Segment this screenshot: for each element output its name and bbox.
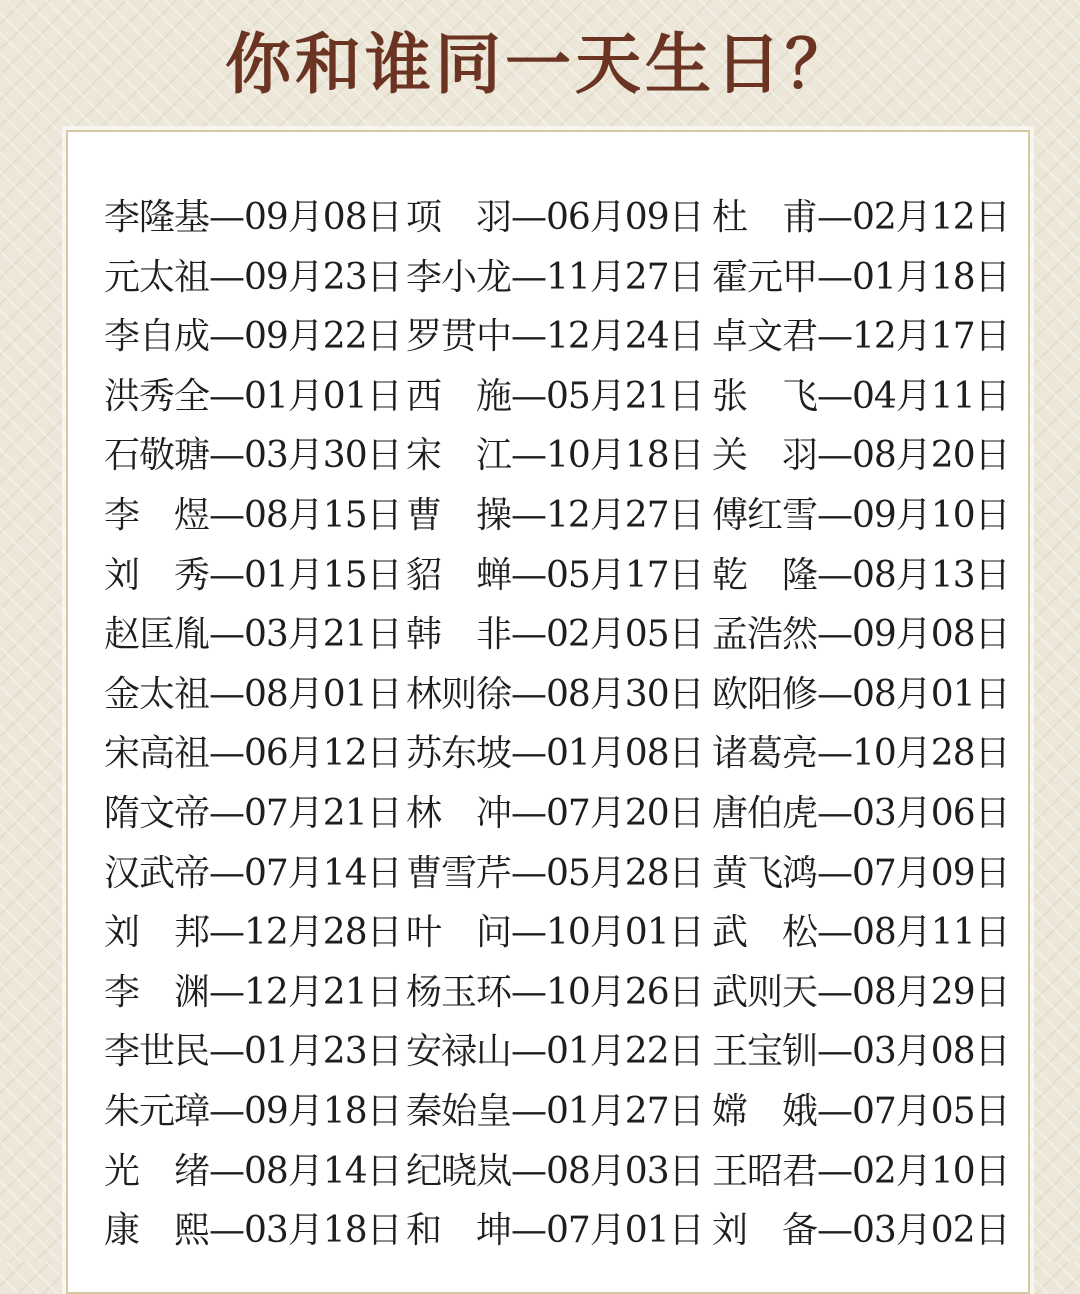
birthday-row (104, 546, 1010, 606)
birthday-entry: 李 渊—12月21日 (104, 971, 402, 1013)
birthday-entry: 霍元甲—01月18日 (712, 256, 1010, 298)
birthday-entry: 宋 江—10月18日 (406, 435, 704, 477)
birthday-entry: 刘 备—03月02日 (712, 1210, 1010, 1252)
birthday-entry: 傅红雪—09月10日 (712, 494, 1010, 536)
birthday-row (104, 248, 1010, 308)
birthday-row (104, 903, 1010, 963)
birthday-row (104, 426, 1010, 486)
birthday-entry: 李 煜—08月15日 (104, 494, 402, 536)
birthday-entry: 刘 秀—01月15日 (104, 554, 402, 596)
birthday-entry: 朱元璋—09月18日 (104, 1090, 402, 1132)
birthday-entry: 林 冲—07月20日 (406, 792, 704, 834)
birthday-row (104, 844, 1010, 904)
page-title: 你和谁同一天生日？ (225, 25, 855, 103)
birthday-entry: 安禄山—01月22日 (406, 1031, 704, 1073)
birthday-row (104, 724, 1010, 784)
birthday-entry: 元太祖—09月23日 (104, 256, 402, 298)
birthday-entry: 洪秀全—01月01日 (104, 375, 402, 417)
birthday-row (104, 963, 1010, 1023)
birthday-entry: 唐伯虎—03月06日 (712, 792, 1010, 834)
birthday-entry: 王昭君—02月10日 (712, 1150, 1010, 1192)
birthday-entry: 项 羽—06月09日 (406, 197, 704, 238)
birthday-entry: 康 熙—03月18日 (104, 1210, 402, 1252)
birthday-entry: 李小龙—11月27日 (406, 256, 704, 298)
birthday-entry: 武 松—08月11日 (712, 912, 1010, 954)
birthday-entry: 貂 蝉—05月17日 (406, 554, 704, 596)
birthday-entry: 苏东坡—01月08日 (406, 733, 704, 775)
birthday-list (104, 188, 1010, 1261)
birthday-entry: 赵匡胤—03月21日 (104, 614, 402, 656)
birthday-entry: 杜 甫—02月12日 (712, 197, 1010, 238)
birthday-entry: 西 施—05月21日 (406, 375, 704, 417)
birthday-entry: 杨玉环—10月26日 (406, 971, 704, 1013)
birthday-row (104, 307, 1010, 367)
birthday-row (104, 1082, 1010, 1142)
birthday-entry: 光 绪—08月14日 (104, 1150, 402, 1192)
birthday-entry: 王宝钏—03月08日 (712, 1031, 1010, 1073)
birthday-entry: 曹 操—12月27日 (406, 494, 704, 536)
birthday-row (104, 367, 1010, 427)
birthday-entry: 曹雪芹—05月28日 (406, 852, 704, 894)
birthday-row (104, 1142, 1010, 1202)
birthday-entry: 和 坤—07月01日 (406, 1210, 704, 1252)
birthday-entry: 韩 非—02月05日 (406, 614, 704, 656)
birthday-entry: 李自成—09月22日 (104, 316, 402, 358)
birthday-entry: 林则徐—08月30日 (406, 673, 704, 715)
birthday-entry: 武则天—08月29日 (712, 971, 1010, 1013)
birthday-entry: 李世民—01月23日 (104, 1031, 402, 1073)
birthday-entry: 张 飞—04月11日 (712, 375, 1010, 417)
birthday-row (104, 1201, 1010, 1261)
birthday-entry: 金太祖—08月01日 (104, 673, 402, 715)
birthday-row (104, 665, 1010, 725)
birthday-row (104, 605, 1010, 665)
birthday-entry: 石敬瑭—03月30日 (104, 435, 402, 477)
birthday-entry: 李隆基—09月08日 (104, 197, 402, 238)
birthday-entry: 宋高祖—06月12日 (104, 733, 402, 775)
birthday-entry: 秦始皇—01月27日 (406, 1090, 704, 1132)
birthday-entry: 黄飞鸿—07月09日 (712, 852, 1010, 894)
birthday-entry: 卓文君—12月17日 (712, 316, 1010, 358)
birthday-row (104, 784, 1010, 844)
birthday-entry: 汉武帝—07月14日 (104, 852, 402, 894)
birthday-entry: 乾 隆—08月13日 (712, 554, 1010, 596)
birthday-row (104, 188, 1010, 248)
birthday-entry: 孟浩然—09月08日 (712, 614, 1010, 656)
birthday-entry: 嫦 娥—07月05日 (712, 1090, 1010, 1132)
birthday-entry: 刘 邦—12月28日 (104, 912, 402, 954)
birthday-row (104, 486, 1010, 546)
birthday-row (104, 1022, 1010, 1082)
birthday-entry: 欧阳修—08月01日 (712, 673, 1010, 715)
birthday-entry: 隋文帝—07月21日 (104, 792, 402, 834)
birthday-entry: 诸葛亮—10月28日 (712, 733, 1010, 775)
birthday-entry: 关 羽—08月20日 (712, 435, 1010, 477)
birthday-entry: 纪晓岚—08月03日 (406, 1150, 704, 1192)
birthday-entry: 叶 问—10月01日 (406, 912, 704, 954)
birthday-entry: 罗贯中—12月24日 (406, 316, 704, 358)
